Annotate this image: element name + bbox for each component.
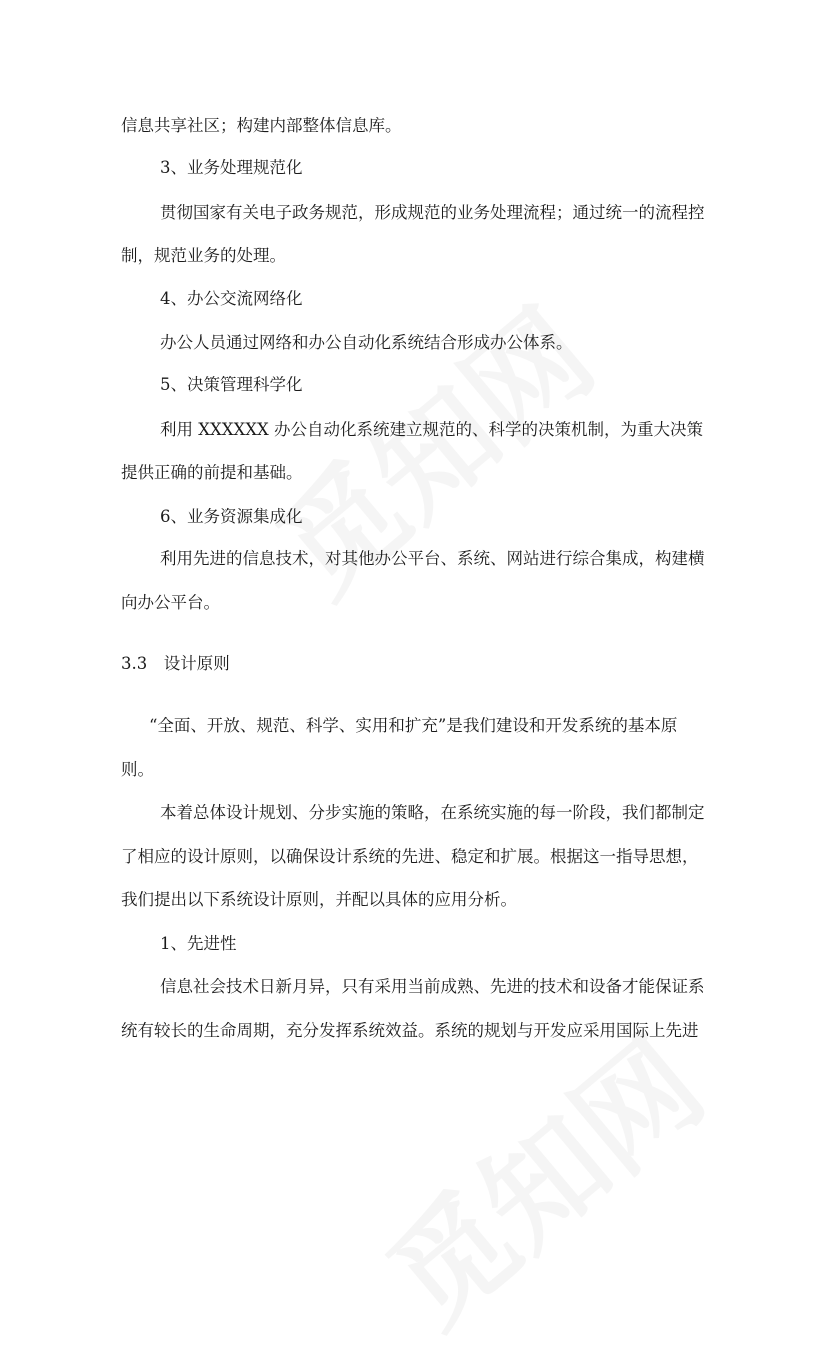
text-line: 则。 (121, 760, 154, 779)
text-line: 信息共享社区；构建内部整体信息库。 (121, 116, 402, 135)
list-heading: 1、先进性 (160, 934, 237, 953)
text-line: 统有较长的生命周期，充分发挥系统效益。系统的规划与开发应采用国际上先进 (121, 1021, 699, 1040)
list-heading: 6、业务资源集成化 (160, 507, 303, 526)
text-line: 贯彻国家有关电子政务规范，形成规范的业务处理流程；通过统一的流程控 (160, 203, 705, 222)
list-heading: 4、办公交流网络化 (160, 289, 303, 308)
text-line: 利用 XXXXXX 办公自动化系统建立规范的、科学的决策机制，为重大决策 (160, 420, 703, 439)
watermark-top (237, 264, 623, 627)
text-line: “全面、开放、规范、科学、实用和扩充”是我们建设和开发系统的基本原 (149, 716, 678, 735)
text-line: 本着总体设计规划、分步实施的策略，在系统实施的每一阶段，我们都制定 (160, 803, 705, 822)
text-line: 提供正确的前提和基础。 (121, 463, 303, 482)
text-line: 办公人员通过网络和办公自动化系统结合形成办公体系。 (160, 333, 573, 352)
list-heading: 3、业务处理规范化 (160, 158, 303, 177)
text-line: 向办公平台。 (121, 593, 220, 612)
text-line: 了相应的设计原则，以确保设计系统的先进、稳定和扩展。根据这一指导思想， (121, 847, 699, 866)
section-heading: 3.3 设计原则 (121, 654, 230, 673)
text-line: 制，规范业务的处理。 (121, 246, 286, 265)
text-line: 利用先进的信息技术，对其他办公平台、系统、网站进行综合集成，构建横 (160, 549, 705, 568)
text-line: 我们提出以下系统设计原则，并配以具体的应用分析。 (121, 890, 517, 909)
list-heading: 5、决策管理科学化 (160, 375, 303, 394)
text-line: 信息社会技术日新月异，只有采用当前成熟、先进的技术和设备才能保证系 (160, 977, 705, 996)
watermark-bottom (347, 994, 733, 1357)
